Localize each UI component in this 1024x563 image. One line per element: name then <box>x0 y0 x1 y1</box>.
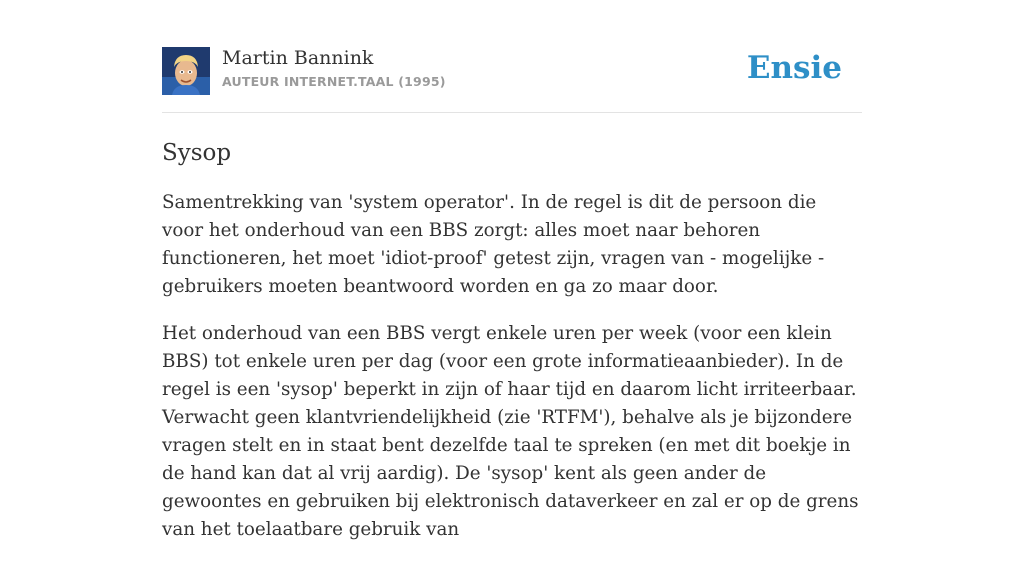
article-paragraph: Samentrekking van 'system operator'. In de regel is dit de persoon die voor het onderhoud van een BBS zorgt: alles moet naar behoren functioneren, het moet 'idiot-proof' getest zijn, vragen van - mogelijke - gebruikers moeten beantwoord worden en ga zo maar door. <box>162 192 825 297</box>
ensie-logo[interactable]: Ensie <box>746 50 842 86</box>
author-avatar[interactable] <box>162 47 210 95</box>
article-title: Sysop <box>162 140 232 166</box>
header <box>162 0 862 113</box>
author-photo-icon <box>162 47 210 95</box>
article-body <box>162 189 862 544</box>
content-column <box>162 0 862 563</box>
article-paragraph: Het onderhoud van een BBS vergt enkele uren per week (voor een klein BBS) tot enkele uren per dag (voor een grote informatieaanbieder). In de regel is een 'sysop' beperkt in zijn of haar tijd en daarom licht irriteerbaar. Verwacht geen klantvriendelijkheid (zie 'RTFM'), behalve als je bijzondere vragen stelt en in staat bent dezelfde taal te spreken (en met dit boekje in de hand kan dat al vrij aardig). De 'sysop' kent als geen ander de gewoontes en gebruiken bij elektronisch dataverkeer en zal er op de grens van het toelaatbare gebruik van <box>162 323 859 540</box>
author-role: AUTEUR INTERNET.TAAL (1995) <box>222 74 446 89</box>
author-name[interactable]: Martin Bannink <box>222 47 374 69</box>
